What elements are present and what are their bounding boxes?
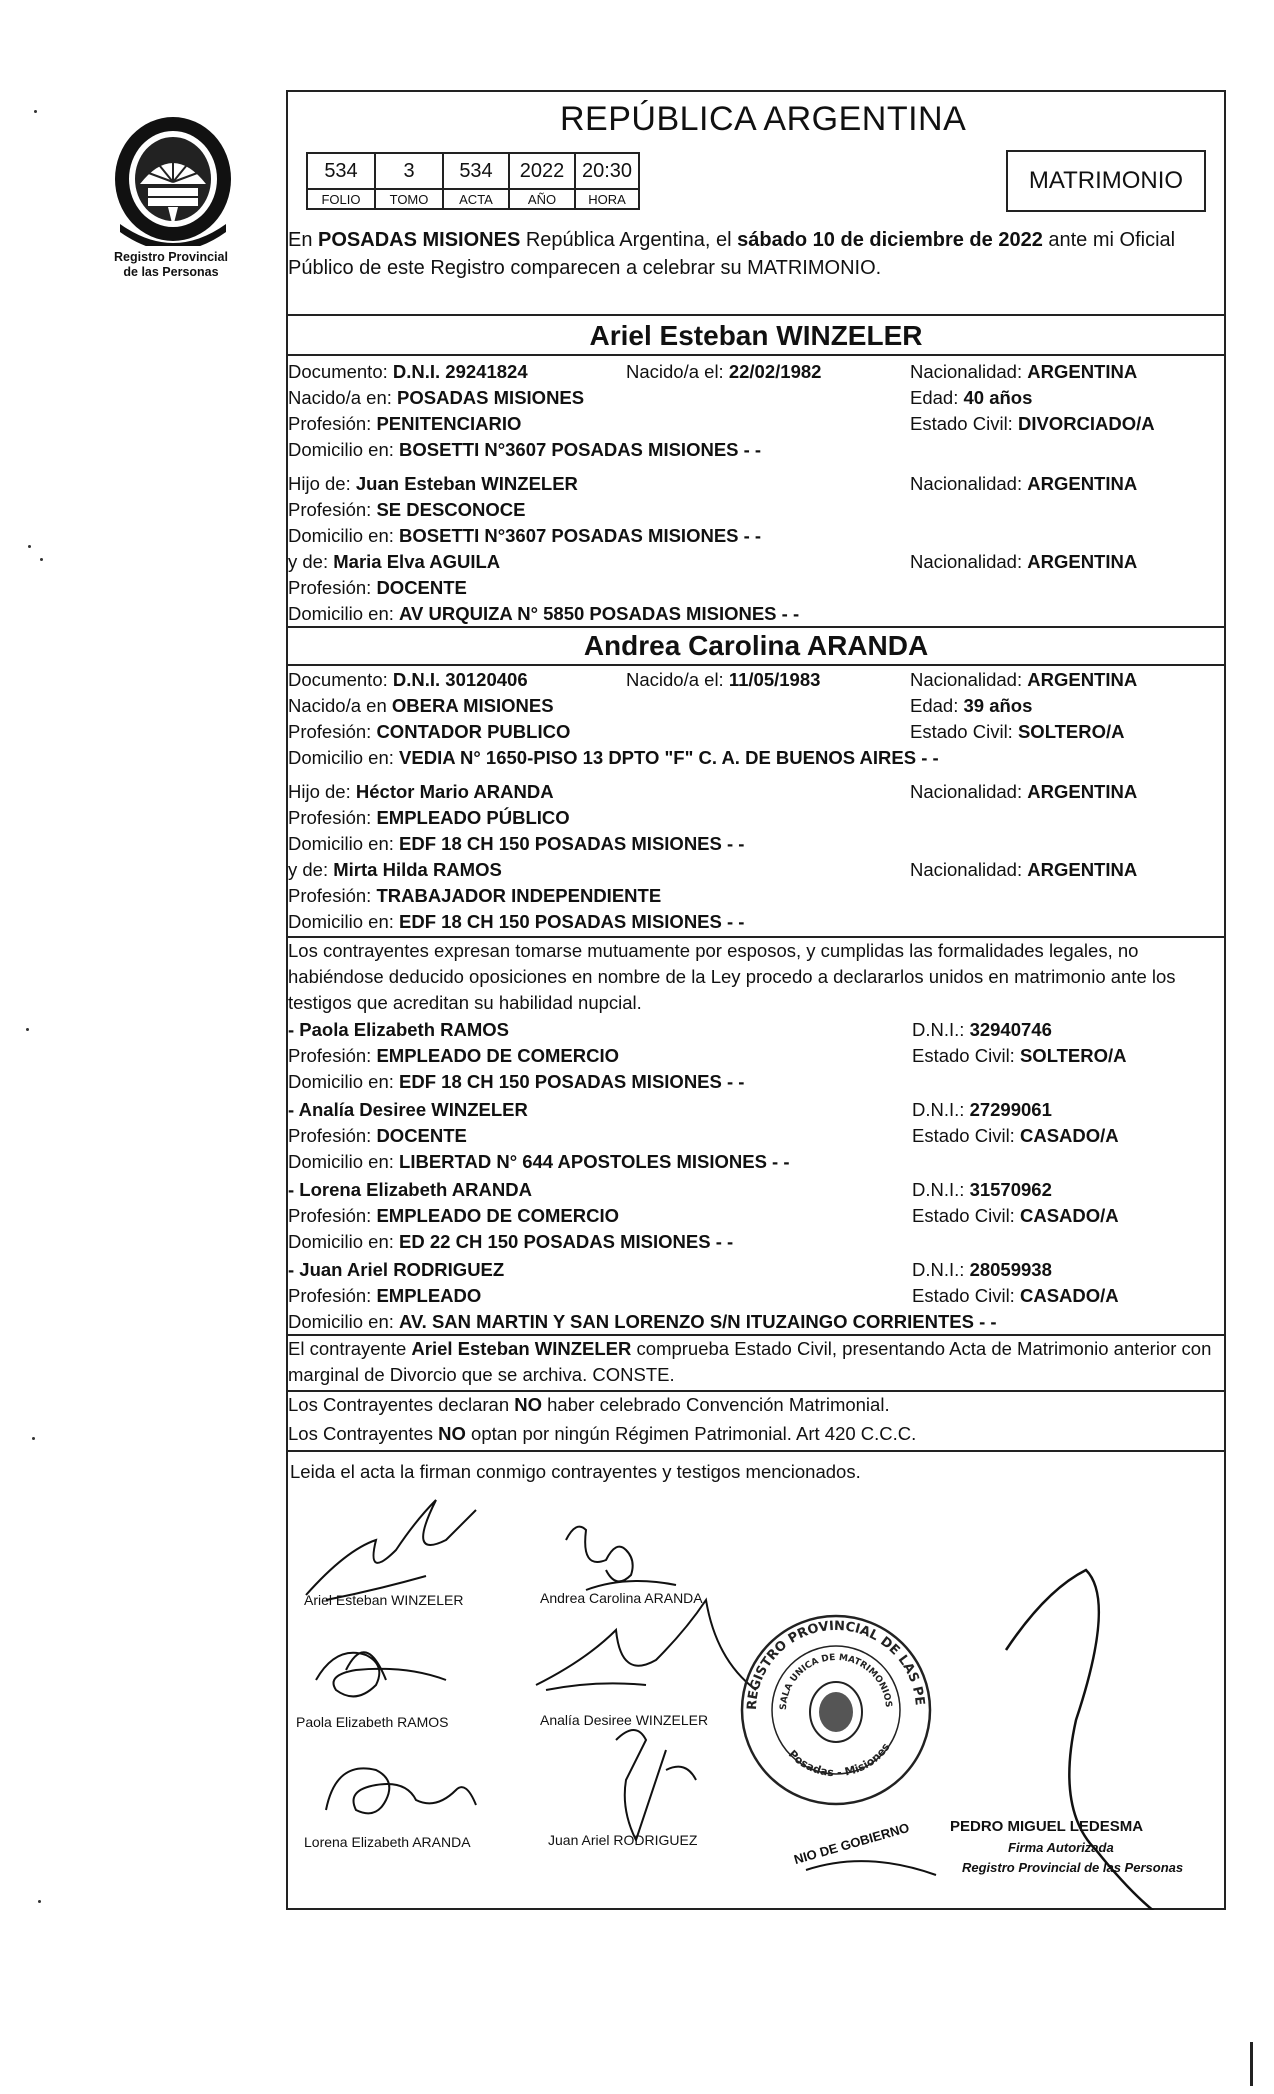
margin-dot <box>28 545 31 548</box>
groom-father <box>288 472 578 496</box>
label: Documento: <box>288 669 393 690</box>
hora-value: 20:30 <box>575 153 639 189</box>
value: D.N.I. 29241824 <box>392 361 528 382</box>
value: DOCENTE <box>376 577 467 598</box>
label: Hijo de: <box>288 473 356 494</box>
label: Domicilio en: <box>288 1311 400 1332</box>
label: Profesión: <box>288 577 377 598</box>
groom-mother-profesion <box>288 576 467 600</box>
folio-value: 534 <box>307 153 375 189</box>
witness-2-profesion <box>288 1124 467 1148</box>
intro-place: POSADAS MISIONES <box>318 229 521 251</box>
label: Domicilio en: <box>288 833 400 854</box>
stamp-bottom-text: Posadas - Misiones <box>785 1740 893 1780</box>
value: EMPLEADO PÚBLICO <box>376 807 570 828</box>
signature-label-witness-4: Juan Ariel RODRIGUEZ <box>548 1832 698 1848</box>
label: Estado Civil: <box>912 1285 1020 1306</box>
edge-mark <box>1250 2042 1253 2086</box>
witness-4-name <box>288 1258 504 1282</box>
value: 39 años <box>963 695 1033 716</box>
value: CONTADOR PUBLICO <box>376 721 571 742</box>
label: Nacionalidad: <box>910 781 1028 802</box>
value: DIVORCIADO/A <box>1017 413 1155 434</box>
label: Documento: <box>288 361 393 382</box>
witness-4-domicilio <box>288 1310 997 1334</box>
label: Nacionalidad: <box>910 551 1028 572</box>
value: BOSETTI N°3607 POSADAS MISIONES - - <box>399 439 762 460</box>
value: ED 22 CH 150 POSADAS MISIONES - - <box>399 1231 734 1252</box>
groom-profesion <box>288 412 521 436</box>
groom-mother <box>288 550 500 574</box>
groom-father-profesion <box>288 498 526 522</box>
witness-3-name <box>288 1178 532 1202</box>
value: Mirta Hilda RAMOS <box>333 859 502 880</box>
label: Domicilio en: <box>288 911 400 932</box>
label: y de: <box>288 551 334 572</box>
value: 22/02/1982 <box>728 361 822 382</box>
value: AV. SAN MARTIN Y SAN LORENZO S/N ITUZAINGO CORRIENTES - - <box>399 1311 997 1332</box>
bride-name: Andrea Carolina ARANDA <box>583 630 929 661</box>
groom-nacido-el <box>626 360 821 384</box>
label: Estado Civil: <box>912 1045 1020 1066</box>
bride-mother <box>288 858 502 882</box>
bride-edad <box>910 694 1032 718</box>
value: ARGENTINA <box>1027 669 1138 690</box>
intro-text: ante mi Oficial Público de este Registro comparecen a celebrar su MATRIMONIO. <box>288 229 1176 279</box>
officer-title: Firma Autorizada <box>1008 1840 1114 1855</box>
label: Estado Civil: <box>912 1125 1020 1146</box>
bride-father-nacionalidad <box>910 780 1137 804</box>
hora-label: HORA <box>575 189 639 209</box>
stamp-footer-text: NIO DE GOBIERNO <box>792 1819 911 1868</box>
officer-organization: Registro Provincial de las Personas <box>962 1860 1184 1875</box>
margin-dot <box>34 110 37 113</box>
witness-2-domicilio <box>288 1150 790 1174</box>
witness-2-name <box>288 1098 528 1122</box>
witness-1-profesion <box>288 1044 619 1068</box>
declaration-paragraph: Los contrayentes expresan tomarse mutuamente por esposos, y cumplidas las formalidades legales, no habiéndose deducido oposiciones en nombre de la Ley procedo a declararlos unidos en matrimonio ante los testigos que acreditan su habilidad nupcial. <box>288 940 1176 1013</box>
provincial-seal-logo <box>110 112 236 246</box>
groom-father-domicilio <box>288 524 761 548</box>
signature-label-groom: Ariel Esteban WINZELER <box>304 1592 464 1608</box>
value: SOLTERO/A <box>1017 721 1125 742</box>
groom-domicilio <box>288 438 761 462</box>
value: CASADO/A <box>1019 1285 1119 1306</box>
value: CASADO/A <box>1019 1125 1119 1146</box>
bride-nacionalidad <box>910 668 1137 692</box>
label: D.N.I.: <box>912 1019 970 1040</box>
groom-name: Ariel Esteban WINZELER <box>589 320 923 351</box>
logo-caption <box>98 250 244 280</box>
registry-table <box>306 152 640 210</box>
label: Edad: <box>910 387 964 408</box>
divider <box>286 354 1226 356</box>
note-name: Ariel Esteban WINZELER <box>411 1338 632 1359</box>
value: EMPLEADO <box>376 1285 482 1306</box>
groom-mother-domicilio <box>288 602 799 626</box>
witness-1-estado-civil <box>912 1044 1127 1068</box>
intro-date: sábado 10 de diciembre de 2022 <box>737 229 1043 251</box>
value: 40 años <box>963 387 1033 408</box>
bride-nacido-en <box>288 694 554 718</box>
value: 27299061 <box>969 1099 1052 1120</box>
value: TRABAJADOR INDEPENDIENTE <box>376 885 662 906</box>
value: - Analía Desiree WINZELER <box>288 1099 528 1120</box>
bride-documento <box>288 668 528 692</box>
officer-name: PEDRO MIGUEL LEDESMA <box>950 1818 1144 1835</box>
value: EMPLEADO DE COMERCIO <box>376 1045 620 1066</box>
label: Domicilio en: <box>288 525 400 546</box>
label: Nacido/a el: <box>626 361 729 382</box>
value: Juan Esteban WINZELER <box>355 473 578 494</box>
label: Domicilio en: <box>288 1151 400 1172</box>
regime-text: optan por ningún Régimen Patrimonial. Art 420 C.C.C. <box>465 1423 917 1444</box>
regime-line <box>288 1422 916 1446</box>
groom-estado-civil <box>910 412 1155 436</box>
groom-nacionalidad <box>910 360 1137 384</box>
divider <box>286 1450 1226 1452</box>
value: 31570962 <box>969 1179 1052 1200</box>
value: 28059938 <box>969 1259 1052 1280</box>
value: PENITENCIARIO <box>376 413 522 434</box>
stamp-inner-text: SALA UNICA DE MATRIMONIOS <box>778 1652 894 1711</box>
value: OBERA MISIONES <box>391 695 554 716</box>
value: LIBERTAD N° 644 APOSTOLES MISIONES - - <box>399 1151 790 1172</box>
logo-caption-line2: de las Personas <box>123 265 219 279</box>
bride-mother-nacionalidad <box>910 858 1137 882</box>
label: D.N.I.: <box>912 1179 970 1200</box>
witness-3-domicilio <box>288 1230 733 1254</box>
groom-edad <box>910 386 1032 410</box>
label: Edad: <box>910 695 964 716</box>
margin-dot <box>32 1437 35 1440</box>
folio-label: FOLIO <box>307 189 375 209</box>
label: Estado Civil: <box>910 721 1018 742</box>
label: Domicilio en: <box>288 747 400 768</box>
acta-label: ACTA <box>443 189 509 209</box>
witness-3-estado-civil <box>912 1204 1119 1228</box>
divider <box>286 314 1226 316</box>
convention-line <box>288 1393 890 1417</box>
anio-value: 2022 <box>509 153 575 189</box>
value: ARGENTINA <box>1027 781 1138 802</box>
page-title: REPÚBLICA ARGENTINA <box>560 100 967 138</box>
regime-text: haber celebrado Convención Matrimonial. <box>542 1394 890 1415</box>
regime-text: Los Contrayentes declaran <box>288 1394 515 1415</box>
label: Domicilio en: <box>288 1231 400 1252</box>
bride-mother-domicilio <box>288 910 744 934</box>
witness-1-name <box>288 1018 509 1042</box>
label: Profesión: <box>288 1205 377 1226</box>
label: Profesión: <box>288 885 377 906</box>
label: Profesión: <box>288 1045 377 1066</box>
value: EMPLEADO DE COMERCIO <box>376 1205 620 1226</box>
groom-nacido-en <box>288 386 584 410</box>
value: ARGENTINA <box>1027 361 1138 382</box>
label: Profesión: <box>288 1125 377 1146</box>
value: SE DESCONOCE <box>376 499 526 520</box>
value: - Lorena Elizabeth ARANDA <box>288 1179 532 1200</box>
label: Nacido/a en: <box>288 387 398 408</box>
value: D.N.I. 30120406 <box>392 669 528 690</box>
bride-domicilio <box>288 746 939 770</box>
label: Profesión: <box>288 721 377 742</box>
logo-caption-line1: Registro Provincial <box>114 250 228 264</box>
groom-mother-nacionalidad <box>910 550 1137 574</box>
intro-paragraph <box>288 226 1223 282</box>
witness-4-dni <box>912 1258 1052 1282</box>
witness-1-domicilio <box>288 1070 744 1094</box>
label: y de: <box>288 859 334 880</box>
label: Domicilio en: <box>288 439 400 460</box>
value: ARGENTINA <box>1027 473 1138 494</box>
divider <box>286 664 1226 666</box>
value: 11/05/1983 <box>728 669 821 690</box>
regime-no: NO <box>438 1423 466 1444</box>
margin-dot <box>38 1900 41 1903</box>
label: Nacionalidad: <box>910 473 1028 494</box>
value: Maria Elva AGUILA <box>333 551 501 572</box>
bride-father <box>288 780 554 804</box>
value: SOLTERO/A <box>1019 1045 1127 1066</box>
label: Profesión: <box>288 807 377 828</box>
intro-text: República Argentina, el <box>520 229 738 251</box>
label: Nacionalidad: <box>910 361 1028 382</box>
label: Estado Civil: <box>910 413 1018 434</box>
witness-3-dni <box>912 1178 1052 1202</box>
label: Nacido/a el: <box>626 669 729 690</box>
value: VEDIA N° 1650-PISO 13 DPTO "F" C. A. DE BUENOS AIRES - - <box>399 747 939 768</box>
regime-no: NO <box>514 1394 542 1415</box>
label: Profesión: <box>288 499 377 520</box>
regime-text: Los Contrayentes <box>288 1423 439 1444</box>
civil-status-note <box>288 1336 1223 1388</box>
label: Hijo de: <box>288 781 356 802</box>
value: DOCENTE <box>376 1125 467 1146</box>
witness-1-dni <box>912 1018 1052 1042</box>
label: Profesión: <box>288 1285 377 1306</box>
label: Domicilio en: <box>288 603 400 624</box>
witness-2-dni <box>912 1098 1052 1122</box>
margin-dot <box>26 1028 29 1031</box>
bride-father-profesion <box>288 806 570 830</box>
label: Domicilio en: <box>288 1071 400 1092</box>
note-text: El contrayente <box>288 1338 412 1359</box>
bride-nacido-el <box>626 668 820 692</box>
witness-4-profesion <box>288 1284 481 1308</box>
note-text: comprueba Estado Civil, presentando Acta de Matrimonio anterior con marginal de Divorcio que se archiva. CONSTE. <box>288 1338 1212 1385</box>
anio-label: AÑO <box>509 189 575 209</box>
official-stamp <box>738 1612 934 1808</box>
groom-father-nacionalidad <box>910 472 1137 496</box>
value: - Juan Ariel RODRIGUEZ <box>288 1259 505 1280</box>
signature-label-bride: Andrea Carolina ARANDA <box>540 1590 703 1606</box>
label: Estado Civil: <box>912 1205 1020 1226</box>
act-type-badge: MATRIMONIO <box>1006 150 1206 212</box>
svg-text:Posadas - Misiones <box>786 1740 893 1779</box>
value: - Paola Elizabeth RAMOS <box>288 1019 510 1040</box>
value: EDF 18 CH 150 POSADAS MISIONES - - <box>399 1071 745 1092</box>
bride-estado-civil <box>910 720 1125 744</box>
label: Nacionalidad: <box>910 859 1028 880</box>
value: BOSETTI N°3607 POSADAS MISIONES - - <box>399 525 762 546</box>
reading-statement: Leida el acta la firman conmigo contrayentes y testigos mencionados. <box>290 1461 861 1482</box>
label: D.N.I.: <box>912 1099 970 1120</box>
value: Héctor Mario ARANDA <box>355 781 554 802</box>
label: Nacido/a en <box>288 695 392 716</box>
bride-profesion <box>288 720 570 744</box>
groom-documento <box>288 360 528 384</box>
value: CASADO/A <box>1019 1205 1119 1226</box>
value: ARGENTINA <box>1027 551 1138 572</box>
bride-father-domicilio <box>288 832 744 856</box>
value: POSADAS MISIONES <box>397 387 585 408</box>
label: Nacionalidad: <box>910 669 1028 690</box>
intro-text: En <box>288 229 319 251</box>
tomo-label: TOMO <box>375 189 443 209</box>
label: D.N.I.: <box>912 1259 970 1280</box>
stamp-outer-text: REGISTRO PROVINCIAL DE LAS PE <box>744 1618 927 1711</box>
divider <box>286 1390 1226 1392</box>
witness-3-profesion <box>288 1204 619 1228</box>
value: EDF 18 CH 150 POSADAS MISIONES - - <box>399 833 745 854</box>
label: Profesión: <box>288 413 377 434</box>
signature-label-witness-1: Paola Elizabeth RAMOS <box>296 1714 449 1730</box>
bride-mother-profesion <box>288 884 661 908</box>
margin-dot <box>40 558 43 561</box>
witness-2-estado-civil <box>912 1124 1119 1148</box>
value: EDF 18 CH 150 POSADAS MISIONES - - <box>399 911 745 932</box>
signature-label-witness-2: Analía Desiree WINZELER <box>540 1712 709 1728</box>
value: ARGENTINA <box>1027 859 1138 880</box>
witness-4-estado-civil <box>912 1284 1119 1308</box>
value: 32940746 <box>969 1019 1052 1040</box>
value: AV URQUIZA N° 5850 POSADAS MISIONES - - <box>399 603 800 624</box>
acta-value: 534 <box>443 153 509 189</box>
divider <box>286 626 1226 628</box>
signature-label-witness-3: Lorena Elizabeth ARANDA <box>304 1834 471 1850</box>
tomo-value: 3 <box>375 153 443 189</box>
